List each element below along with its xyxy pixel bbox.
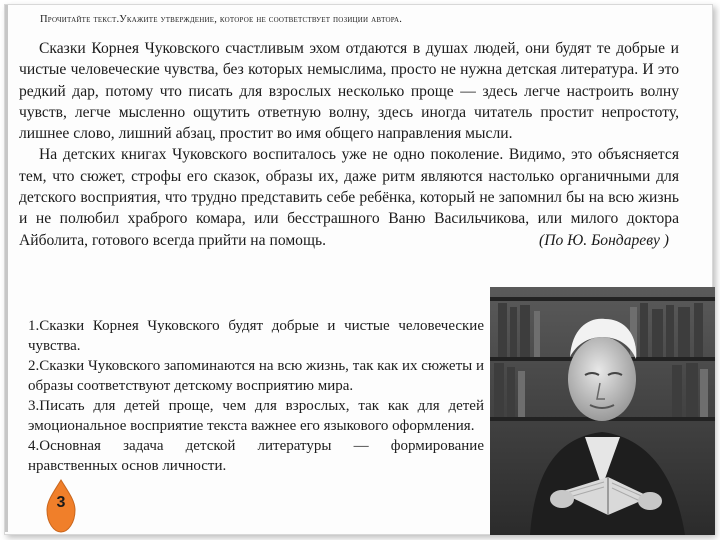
slide-number-badge (44, 479, 78, 533)
passage-paragraph-2 (19, 144, 679, 250)
passage-source: (По Ю. Бондареву ) (539, 231, 669, 249)
answer-option-3[interactable]: 3.Писать для детей проще, чем для взрослых, так как для детей эмоциональное восприятие текста важнее его языкового оформления. (28, 398, 484, 434)
answer-option-1[interactable]: 1.Сказки Корнея Чуковского будят добрые и чистые человеческие чувства. (28, 318, 484, 354)
task-heading: Прочитайте текст.Укажите утверждение, которое не соответствует позиции автора. (40, 14, 403, 25)
answer-option-2[interactable]: 2.Сказки Чуковского запоминаются на всю жизнь, так как их сюжеты и образы соответствуют детскому восприятию мира. (28, 358, 484, 394)
answer-options (28, 316, 484, 476)
slide-left-bar (5, 5, 8, 532)
passage-paragraph-1: Сказки Корнея Чуковского счастливым эхом отдаются в душах людей, они будят те добрые и чистые человеческие чувства, без которых немыслима, просто не нужна детская литература. И это редкий дар, потому что писать для взрослых несколько проще — здесь легче настроить волну чувств, легче мысленно ощутить ответную волну, здесь иногда читатель простит непростоту, лишнее слово, лишний абзац, простит во имя общего направления мысли. (19, 40, 679, 143)
portrait-photo (490, 287, 715, 535)
reading-passage (19, 38, 679, 251)
slide-number: 3 (56, 494, 66, 511)
answer-option-4[interactable]: 4.Основная задача детской литературы — формирование нравственных основ личности. (28, 438, 484, 474)
passage-paragraph-2-text: На детских книгах Чуковского воспиталось уже не одно поколение. Видимо, это объясняется тем, что сюжет, строфы его сказок, образы их, даже ритм являются настолько органичными для детского восприятия, что трудно представить себе ребёнка, который не запомнил бы на всю жизнь и не полюбил храброго комара, или бесстрашного Ваню Васильчикова, или милого доктора Айболита, готового всегда прийти на помощь. (19, 146, 679, 249)
